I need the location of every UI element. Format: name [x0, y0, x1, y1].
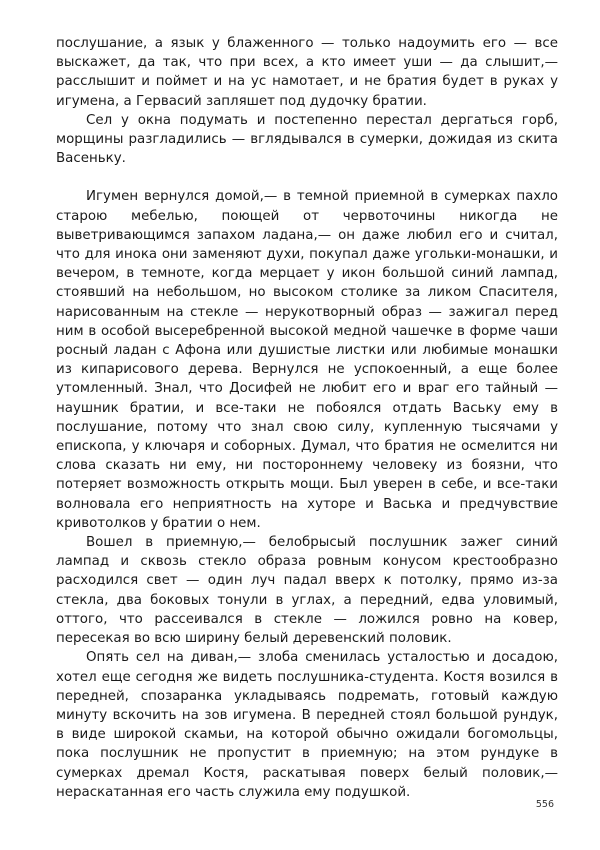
- page-text-column: [56, 34, 558, 802]
- paragraph-2: Сел у окна подумать и постепенно перестал дергаться горб, морщины разгладились — вглядывался в сумерки, дожидая из скита Васеньку.: [56, 112, 558, 167]
- paragraph-3: Игумен вернулся домой,— в темной приемной в сумерках пахло старою мебелью, поющей от червоточины никогда не выветривающимся запахом ладана,— он даже любил его и считал, что для инока они заменяют духи, покупал даже угольки-монашки, и вечером, в темноте, когда мерцает у икон большой синий лампад, стоявший на небольшом, но высоком столике за ликом Спасителя, нарисованным на стекле — нерукотворный образ — зажигал перед ним в особой высеребренной высокой медной чашечке в форме чаши росный ладан с Афона или душистые листки или любимые монашки из кипарисового дерева. Вернулся не успокоенный, а еще более утомленный. Знал, что Досифей не любит его и враг его тайный — наушник братии, и все-таки не побоялся отдать Ваську ему в послушание, потому что знал свою силу, купленную тысячами у епископа, у ключаря и соборных. Думал, что братия не осмелится ни слова сказать ни ему, ни постороннему человеку из боязни, что потеряет возможность открыть мощи. Был уверен в себе, и все-таки волновала его неприятность на хуторе и Васька и предчувствие кривотолков у братии о нем.: [56, 189, 558, 531]
- paragraph-5: Опять сел на диван,— злоба сменилась усталостью и досадою, хотел еще сегодня же видеть послушника-студента. Костя возился в передней, спозаранка укладываясь подремать, готовый каждую минуту вскочить на зов игумена. В передней стоял большой рундук, в виде широкой скамьи, на которой обычно ожидали богомольцы, пока послушник не пропустит в приемную; на этом рундуке в сумерках дремал Костя, раскатывая поверх белый половик,— нераскатанная его часть служила ему подушкой.: [56, 650, 558, 800]
- paragraph-4: Вошел в приемную,— белобрысый послушник зажег синий лампад и сквозь стекло образа ровным конусом крестообразно расходился свет — один луч падал вверх к потолку, прямо из-за стекла, два боковых тонули в углах, а передний, едва уловимый, оттого, что рассеивался в стекле — ложился ровно на ковер, пересекая во всю ширину белый деревенский половик.: [56, 535, 558, 647]
- section-break: [56, 168, 558, 187]
- paragraph-1: послушание, а язык у блаженного — только надоумить его — все выскажет, да так, что при всех, а кто имеет уши — да слышит,— расслышит и поймет и на ус намотает, и не братия будет в руках у игумена, а Гервасий запляшет под дудочку братии.: [56, 36, 558, 109]
- page-number: 556: [535, 799, 554, 810]
